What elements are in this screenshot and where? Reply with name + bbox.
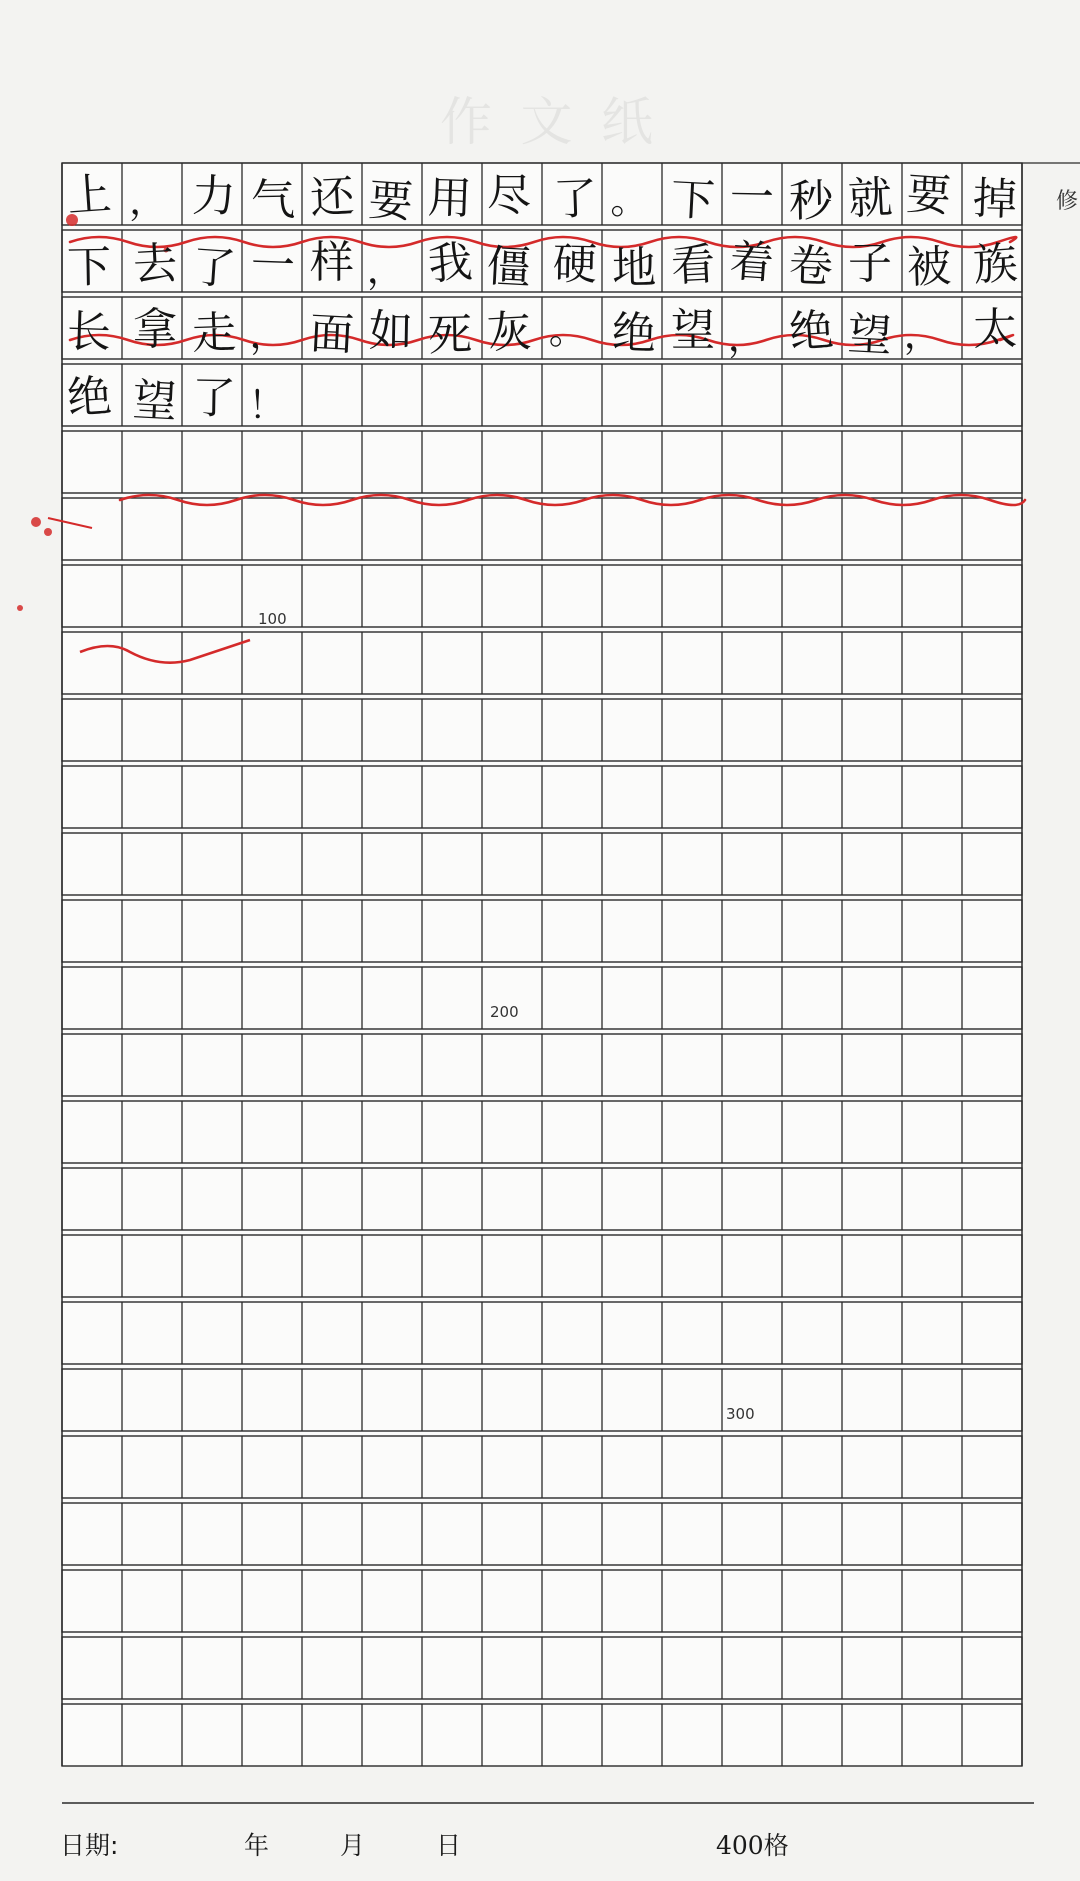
essay-char: 力 [191, 170, 237, 223]
date-label: 日期: [60, 1831, 119, 1860]
essay-char: 走 [191, 307, 238, 360]
essay-char: 了 [189, 241, 238, 296]
essay-char: 了 [552, 173, 599, 226]
count-mark-200: 200 [490, 1003, 519, 1021]
margin-label: 修 [1056, 189, 1079, 214]
essay-char: 太 [972, 303, 1018, 356]
essay-char: ， [128, 178, 169, 225]
count-mark-100: 100 [258, 610, 287, 628]
essay-char: 尽 [487, 170, 531, 221]
essay-char: 下 [669, 173, 717, 228]
essay-char: 还 [308, 170, 356, 225]
essay-char: ！ [247, 382, 287, 428]
essay-char: 面 [308, 307, 356, 362]
essay-char: 长 [65, 306, 112, 359]
essay-char: 绝 [65, 370, 114, 425]
essay-char: 子 [848, 238, 892, 289]
essay-char: 望 [671, 305, 715, 356]
essay-char: 下 [66, 241, 112, 294]
essay-char: 样 [310, 237, 354, 288]
essay-char: 着 [727, 235, 776, 290]
essay-char: ， [365, 246, 406, 292]
month-label: 月 [340, 1831, 366, 1860]
essay-char: 卷 [787, 240, 834, 293]
essay-char: 看 [669, 238, 717, 293]
essay-char: 用 [426, 172, 473, 225]
essay-char: ， [247, 310, 289, 357]
essay-char: 如 [368, 305, 414, 358]
essay-char: 绝 [610, 307, 657, 360]
essay-char: 绝 [787, 304, 836, 359]
essay-char: 要 [366, 174, 415, 229]
day-label: 日 [436, 1831, 462, 1860]
count-mark-300: 300 [726, 1405, 755, 1423]
essay-char: 就 [846, 171, 894, 226]
essay-char: 掉 [971, 173, 1018, 226]
grid-capacity-label: 400格 [716, 1831, 789, 1860]
essay-char: 了 [191, 372, 237, 425]
essay-char: 。 [608, 176, 650, 223]
essay-char: 一 [249, 239, 296, 292]
essay-char: 一 [729, 171, 775, 224]
essay-char: 硬 [552, 238, 598, 291]
essay-char: 死 [427, 309, 473, 362]
essay-char: 望 [131, 374, 179, 429]
essay-char: 僵 [485, 240, 533, 295]
essay-char: 。 [548, 308, 590, 355]
essay-char: ， [726, 314, 767, 360]
essay-char: 族 [971, 237, 1020, 292]
essay-char: 灰 [485, 305, 533, 360]
essay-char: 拿 [133, 304, 177, 355]
essay-char: ， [903, 312, 943, 358]
essay-char: 要 [904, 168, 953, 223]
essay-char: 望 [846, 308, 894, 363]
essay-char: 我 [426, 236, 475, 291]
bleedthrough-title: 作 文 纸 [440, 93, 660, 153]
essay-char: 秒 [788, 175, 834, 228]
essay-char: 被 [906, 241, 953, 294]
year-label: 年 [244, 1831, 270, 1860]
essay-char: 地 [611, 242, 657, 295]
essay-char: 去 [131, 237, 179, 292]
essay-char: 气 [250, 174, 296, 227]
essay-char: 上 [65, 168, 114, 223]
